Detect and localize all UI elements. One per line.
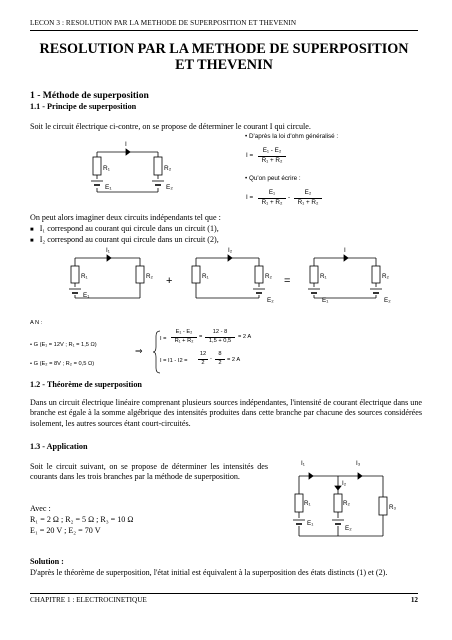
formula-1: I = E₁ - E₂ R₁ + R₂ (246, 147, 316, 169)
intro-paragraph: Soit le circuit électrique ci-contre, on se propose de déterminer le courant I qui circule. (30, 122, 311, 131)
svg-text:R₁: R₁ (202, 273, 209, 280)
section-1-2-heading: 1.2 - Théorème de superposition (30, 380, 142, 389)
title-line-1: RESOLUTION PAR LA METHODE DE SUPERPOSITION (39, 41, 409, 57)
label-e2: E₂ (166, 184, 173, 191)
svg-text:R₁: R₁ (81, 273, 88, 280)
svg-text:E₁: E₁ (83, 292, 90, 299)
svg-text:I₂: I₂ (228, 247, 233, 254)
resistor-r1 (295, 494, 303, 512)
label-r2: R₂ (164, 165, 172, 172)
resistor-r1 (93, 157, 101, 175)
resistor-r2 (334, 494, 342, 512)
label-r1: R₁ (304, 500, 311, 507)
label-e1: E₁ (307, 520, 314, 527)
resistor-r3 (379, 497, 387, 515)
svg-text:R₂: R₂ (265, 273, 272, 280)
svg-text:E₁: E₁ (322, 297, 329, 304)
rewrite-note: • Qu'on peut écrire : (245, 175, 301, 182)
circuit-total (308, 247, 391, 304)
section-1-1-heading: 1.1 - Principe de superposition (30, 102, 137, 111)
svg-text:R₂: R₂ (146, 273, 153, 280)
equals-sign: = (284, 275, 291, 287)
label-i3: I₃ (356, 460, 361, 467)
result-line-2: I = I1 - I2 = 12 2 - 8 2 = 2 A (160, 351, 241, 366)
label-r2: R₂ (343, 500, 350, 507)
result-line-1: I = E₁ - E₂ R₁ + R₂ = 12 - 8 1,5 + 0,5 = 2 A (160, 329, 252, 344)
solution-heading: Solution : (30, 557, 64, 566)
label-r3: R₃ (389, 504, 397, 511)
circuit-main-diagram (78, 132, 178, 202)
footer-rule (30, 593, 418, 594)
section-1-3-heading: 1.3 - Application (30, 442, 88, 451)
label-i1: I₁ (301, 460, 305, 467)
application-paragraph: Soit le circuit suivant, on se propose de déterminer les intensités des courants dans les trois branches par la méthode de superposition. (30, 462, 268, 482)
battery-e2 (332, 518, 344, 526)
theorem-paragraph: Dans un circuit électrique linéaire comprenant plusieurs sources indépendantes, l'intensité de courant électrique dans une branche est égale à la somme algébrique des intensités produites dans cette branche par chacune des sources considérées isolement, les autres sources étant court-circuités. (30, 398, 422, 428)
footer-chapter: CHAPITRE 1 : ELECTROCINETIQUE (30, 596, 147, 604)
label-i2: I₂ (342, 480, 347, 487)
title-line-2: ET THEVENIN (175, 57, 273, 73)
imagine-text: On peut alors imaginer deux circuits indépendants tel que : (30, 213, 221, 222)
page-header: LECON 3 : RESOLUTION PAR LA METHODE DE SUPERPOSITION ET THEVENIN (30, 19, 297, 27)
plus-sign: + (166, 275, 173, 287)
circuit-2 (192, 247, 274, 304)
svg-text:E₂: E₂ (267, 297, 274, 304)
page-title (30, 41, 418, 73)
resistor-r2 (154, 157, 162, 175)
bullet-item-1: ■ I₁ correspond au courant qui circule dans un circuit (1), (30, 224, 219, 233)
given-1: • G (E₁ = 12V ; R₁ = 1,5 Ω) (30, 342, 97, 348)
application-circuit-diagram (285, 452, 410, 542)
battery-e1 (91, 179, 103, 188)
square-bullet: ■ (30, 238, 34, 244)
superposition-circuits-row (56, 244, 426, 312)
battery-e2 (152, 179, 164, 188)
formula-2: I = E₁ R₁ + R₂ - E₂ R₁ + R₂ (246, 189, 366, 211)
circuit-1 (69, 247, 154, 299)
svg-text:I: I (344, 247, 346, 254)
resistor-values: R₁ = 2 Ω ; R₂ = 5 Ω ; R₃ = 10 Ω (30, 515, 134, 524)
ohm-law-note: • D'après la loi d'ohm généralisé : (245, 133, 339, 140)
header-rule (30, 30, 418, 31)
battery-e1 (293, 518, 305, 526)
implies-arrow: ⇒ (135, 347, 143, 357)
solution-paragraph: D'après le théorème de superposition, l'état initial est équivalent à la superposition des états distincts (1) et (2). (30, 568, 388, 577)
bullet-dot: • (245, 175, 248, 182)
page-number: 12 (410, 596, 418, 604)
source-values: E₁ = 20 V ; E₂ = 70 V (30, 526, 101, 535)
label-r1: R₁ (103, 165, 110, 172)
avec-label: Avec : (30, 504, 51, 513)
svg-text:R₂: R₂ (382, 273, 389, 280)
an-label: A N : (30, 320, 43, 326)
svg-text:I₁: I₁ (106, 247, 110, 254)
label-e2: E₂ (345, 525, 352, 532)
label-current-i: I (125, 141, 127, 148)
bullet-dot: • (245, 133, 248, 140)
square-bullet: ■ (30, 227, 34, 233)
label-e1: E₁ (105, 184, 112, 191)
svg-text:E₂: E₂ (384, 297, 391, 304)
bullet-item-2: ■ I₂ correspond au courant qui circule dans un circuit (2), (30, 235, 219, 244)
section-1-heading: 1 - Méthode de superposition (30, 90, 149, 101)
svg-text:R₁: R₁ (320, 273, 327, 280)
given-2: • G (E₂ = 8V ; R₂ = 0,5 Ω) (30, 361, 95, 367)
